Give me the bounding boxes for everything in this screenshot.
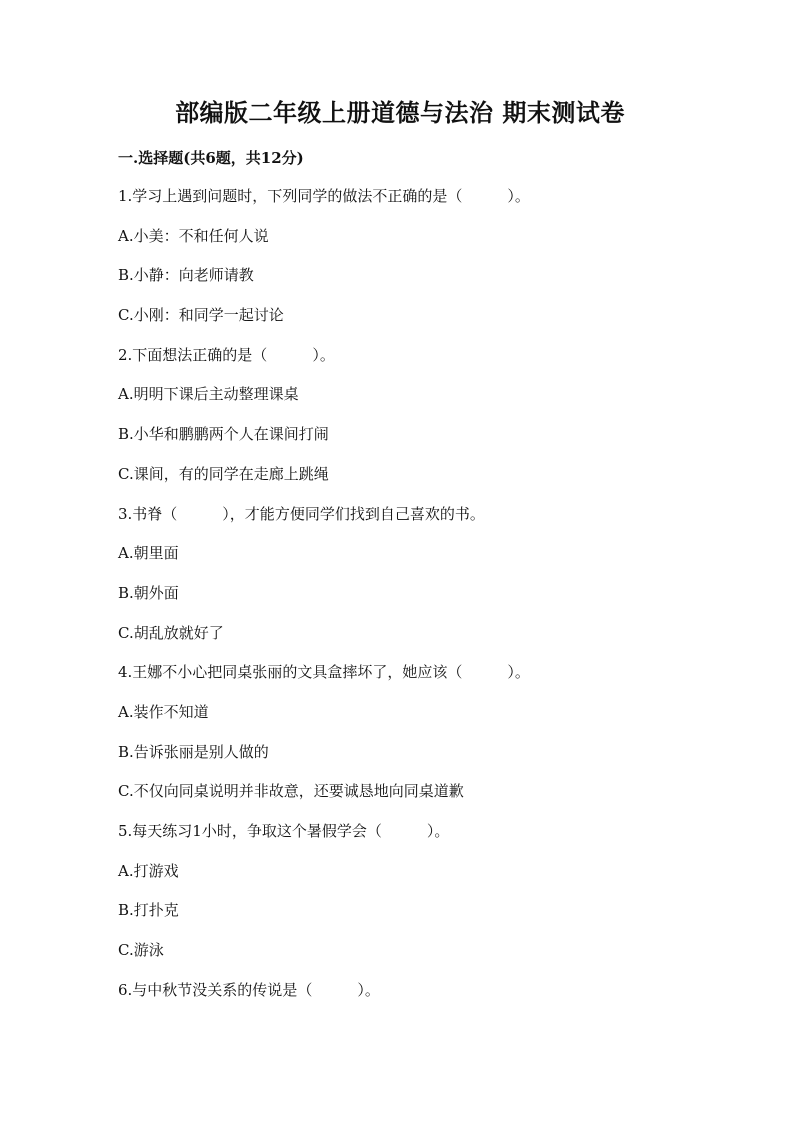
question-3-option-a: A.朝里面 [118,544,179,563]
question-2-option-b: B.小华和鹏鹏两个人在课间打闹 [118,425,329,444]
question-6-stem: 6.与中秋节没关系的传说是（ ）。 [118,980,380,999]
question-2-option-a: A.明明下课后主动整理课桌 [118,385,299,404]
question-1-option-b: B.小静：向老师请教 [118,266,254,285]
question-3-stem: 3.书脊（ ），才能方便同学们找到自己喜欢的书。 [118,504,485,523]
question-2-stem: 2.下面想法正确的是（ ）。 [118,345,335,364]
question-3-option-b: B.朝外面 [118,583,179,602]
question-4-option-a: A.装作不知道 [118,702,209,721]
question-5-option-a: A.打游戏 [118,861,179,880]
question-4-option-b: B.告诉张丽是别人做的 [118,742,269,761]
question-4-option-c: C.不仅向同桌说明并非故意，还要诚恳地向同桌道歉 [118,782,464,801]
question-4-stem: 4.王娜不小心把同桌张丽的文具盒摔坏了，她应该（ ）。 [118,663,530,682]
question-1-stem: 1.学习上遇到问题时，下列同学的做法不正确的是（ ）。 [118,187,530,205]
question-1-option-c: C.小刚：和同学一起讨论 [118,306,284,325]
question-5-stem: 5.每天练习1小时，争取这个暑假学会（ ）。 [118,822,450,840]
question-5-option-b: B.打扑克 [118,901,179,920]
question-2-option-c: C.课间，有的同学在走廊上跳绳 [118,464,329,483]
section-heading: 一.选择题(共6题，共12分) [118,149,304,167]
document-title: 部编版二年级上册道德与法治 期末测试卷 [175,98,625,127]
question-list [118,184,718,1017]
question-5-option-c: C.游泳 [118,941,164,960]
question-3-option-c: C.胡乱放就好了 [118,623,224,642]
question-1-option-a: A.小美：不和任何人说 [118,226,269,245]
